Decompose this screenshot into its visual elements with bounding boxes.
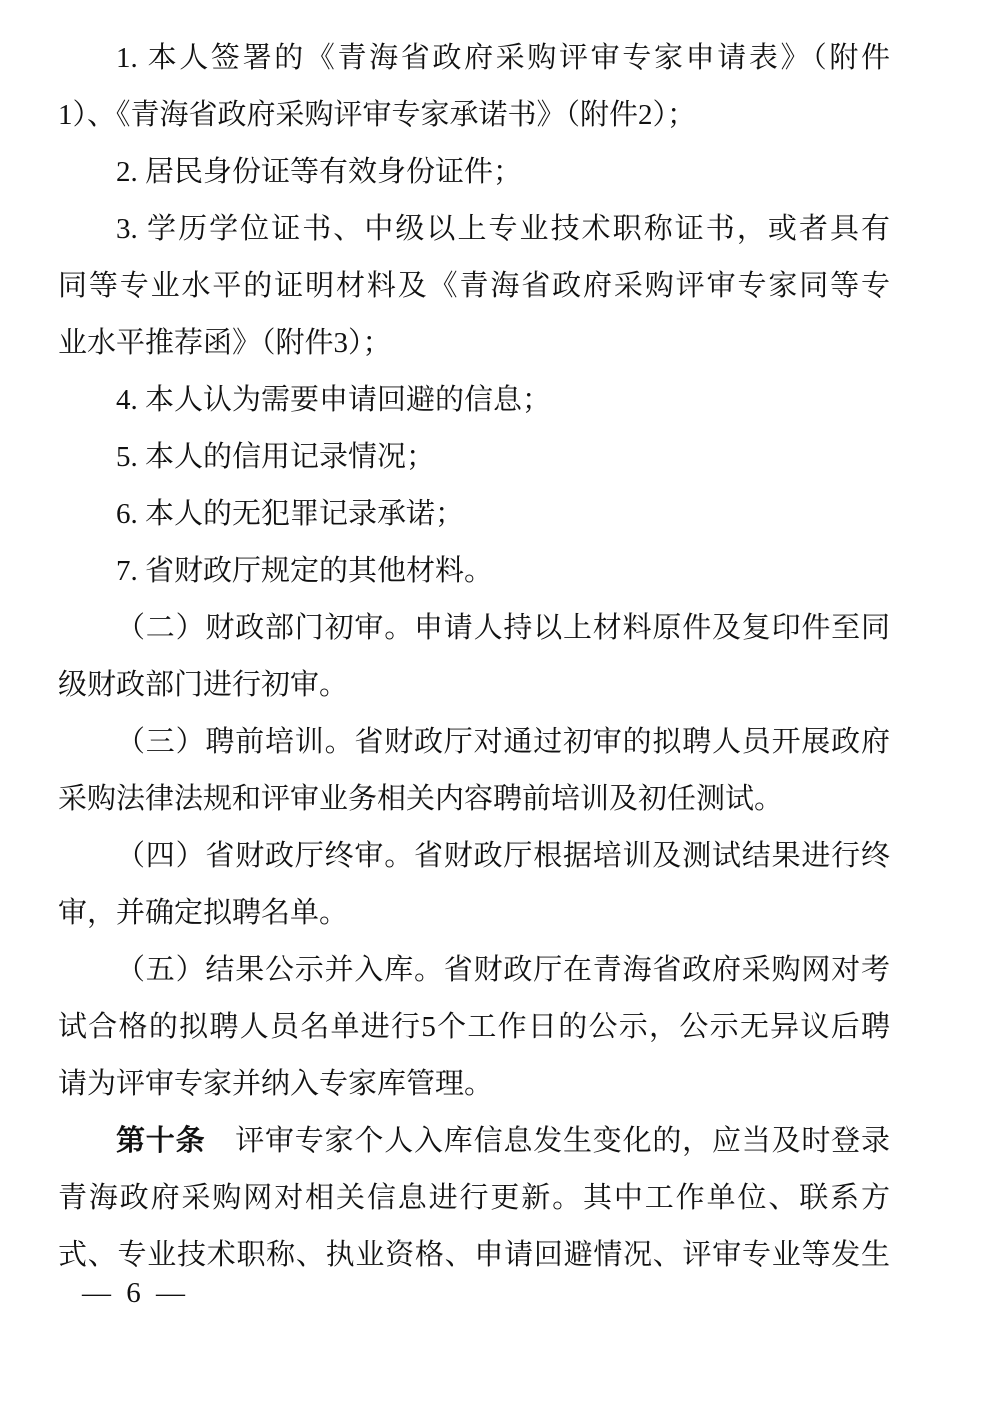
doc-line: （五）结果公示并入库。省财政厅在青海省政府采购网对考 bbox=[116, 954, 890, 986]
doc-line: 1. 本人签署的《青海省政府采购评审专家申请表》（附件 bbox=[116, 42, 890, 74]
doc-line: 级财政部门进行初审。 bbox=[58, 669, 349, 701]
doc-line: （二）财政部门初审。申请人持以上材料原件及复印件至同 bbox=[116, 612, 890, 644]
doc-line: 请为评审专家并纳入专家库管理。 bbox=[58, 1068, 494, 1100]
doc-line: 4. 本人认为需要申请回避的信息； bbox=[116, 384, 552, 416]
page-number: — 6 — bbox=[82, 1277, 189, 1309]
doc-line: 6. 本人的无犯罪记录承诺； bbox=[116, 498, 465, 530]
doc-line: 5. 本人的信用记录情况； bbox=[116, 441, 436, 473]
doc-line: 式、专业技术职称、执业资格、申请回避情况、评审专业等发生 bbox=[58, 1239, 890, 1271]
doc-line: 7. 省财政厅规定的其他材料。 bbox=[116, 555, 494, 587]
article-number-label: 第十条 bbox=[116, 1125, 206, 1157]
doc-line: 业水平推荐函》（附件3）； bbox=[58, 327, 392, 359]
doc-line-article-heading bbox=[58, 1113, 890, 1170]
doc-line: 青海政府采购网对相关信息进行更新。其中工作单位、联系方 bbox=[58, 1182, 890, 1214]
doc-line: 试合格的拟聘人员名单进行5个工作日的公示，公示无异议后聘 bbox=[58, 1011, 890, 1043]
doc-line: 审，并确定拟聘名单。 bbox=[58, 897, 349, 929]
doc-line: 2. 居民身份证等有效身份证件； bbox=[116, 156, 523, 188]
doc-line-text: 评审专家个人入库信息发生变化的，应当及时登录 bbox=[205, 1125, 890, 1157]
doc-line: 1）、《青海省政府采购评审专家承诺书》（附件2）； bbox=[58, 99, 697, 131]
doc-line: 3. 学历学位证书、中级以上专业技术职称证书，或者具有 bbox=[116, 213, 890, 245]
doc-line: （三）聘前培训。省财政厅对通过初审的拟聘人员开展政府 bbox=[116, 726, 890, 758]
doc-line: （四）省财政厅终审。省财政厅根据培训及测试结果进行终 bbox=[116, 840, 890, 872]
doc-line: 同等专业水平的证明材料及《青海省政府采购评审专家同等专 bbox=[58, 270, 890, 302]
doc-line: 采购法律法规和评审业务相关内容聘前培训及初任测试。 bbox=[58, 783, 784, 815]
document-body bbox=[58, 30, 890, 1284]
